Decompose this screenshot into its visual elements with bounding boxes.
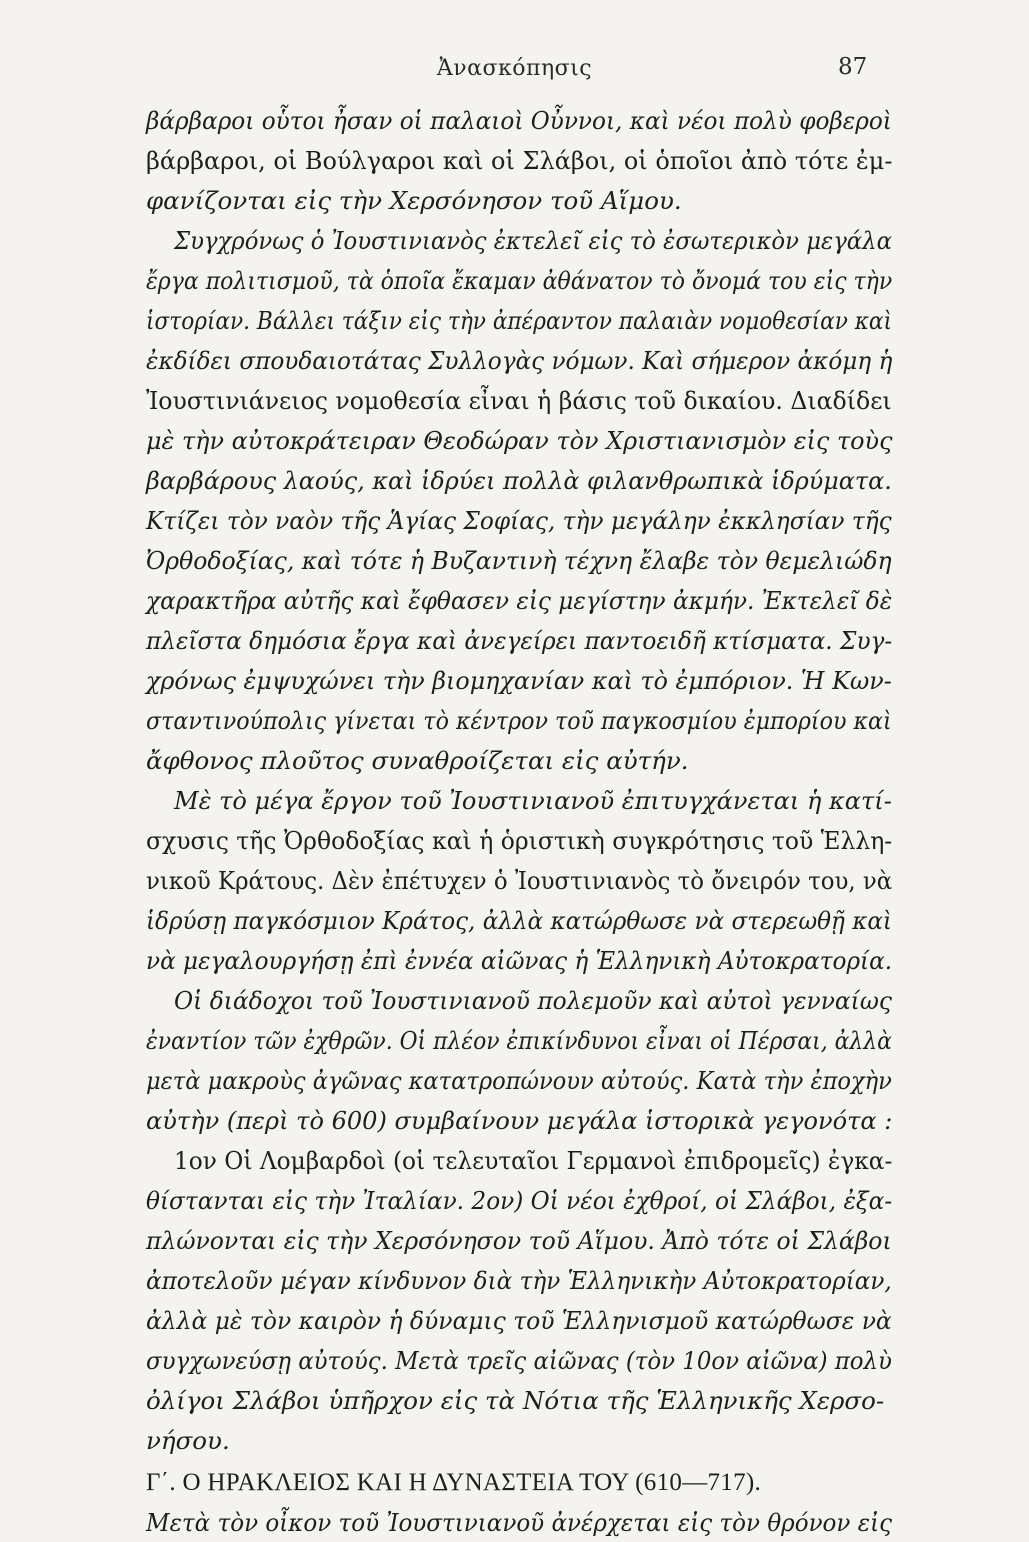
text-line: ἄφθονος πλοῦτος συναθροίζεται εἰς αὐτήν. — [146, 746, 689, 775]
text-line: μετὰ μακροὺς ἀγῶνας κατατροπώνουν αὐτούς. Κατὰ τὴν ἐποχὴν — [146, 1066, 892, 1095]
text-line: Οἱ διάδοχοι τοῦ Ἰουστινιανοῦ πολεμοῦν καὶ αὐτοὶ γενναίως — [174, 986, 892, 1015]
text-line: ἀλλὰ μὲ τὸν καιρὸν ἡ δύναμις τοῦ Ἑλληνισμοῦ κατώρθωσε νὰ — [146, 1306, 892, 1335]
text-line: βαρβάρους λαούς, καὶ ἱδρύει πολλὰ φιλανθρωπικὰ ἱδρύματα. — [146, 466, 892, 495]
text-line: ἱστορίαν. Βάλλει τάξιν εἰς τὴν ἀπέραντον παλαιὰν νομοθεσίαν καὶ — [146, 306, 892, 335]
text-line: σταντινούπολις γίνεται τὸ κέντρον τοῦ παγκοσμίου ἐμπορίου καὶ — [146, 706, 892, 735]
text-line: ἐναντίον τῶν ἐχθρῶν. Οἱ πλέον ἐπικίνδυνοι εἶναι οἱ Πέρσαι, ἀλλὰ — [146, 1026, 892, 1055]
text-line: ἔργα πολιτισμοῦ, τὰ ὁποῖα ἔκαμαν ἀθάνατον τὸ ὄνομά του εἰς τὴν — [146, 266, 893, 295]
text-line: Μετὰ τὸν οἶκον τοῦ Ἰουστινιανοῦ ἀνέρχεται εἰς τὸν θρόνον εἰς — [146, 1508, 893, 1537]
text-line: Συγχρόνως ὁ Ἰουστινιανὸς ἐκτελεῖ εἰς τὸ ἐσωτερικὸν μεγάλα — [174, 226, 892, 255]
text-line: πλεῖστα δημόσια ἔργα καὶ ἀνεγείρει παντοειδῆ κτίσματα. Συγ- — [146, 626, 893, 655]
text-line: Ὀρθοδοξίας, καὶ τότε ἡ Βυζαντινὴ τέχνη ἔλαβε τὸν θεμελιώδη — [146, 546, 892, 575]
text-line: ὀλίγοι Σλάβοι ὑπῆρχον εἰς τὰ Νότια τῆς Ἑλληνικῆς Χερσο- — [146, 1386, 885, 1415]
text-line: χαρακτῆρα αὐτῆς καὶ ἔφθασεν εἰς μεγίστην ἀκμήν. Ἐκτελεῖ δὲ — [146, 586, 893, 615]
text-line: συγχωνεύσῃ αὐτούς. Μετὰ τρεῖς αἰῶνας (τὸν 10ον αἰῶνα) πολὺ — [146, 1346, 892, 1375]
text-line: ἀποτελοῦν μέγαν κίνδυνον διὰ τὴν Ἑλληνικὴν Αὐτοκρατορίαν, — [146, 1266, 892, 1295]
text-line: αὐτὴν (περὶ τὸ 600) συμβαίνουν μεγάλα ἱστορικὰ γεγονότα : — [146, 1106, 893, 1135]
text-line: 1ον Οἱ Λομβαρδοὶ (οἱ τελευταῖοι Γερμανοὶ ἐπιδρομεῖς) ἐγκα- — [174, 1146, 893, 1175]
text-line: πλώνονται εἰς τὴν Χερσόνησον τοῦ Αἵμου. Ἀπὸ τότε οἱ Σλάβοι — [146, 1226, 892, 1255]
text-line: σχυσις τῆς Ὀρθοδοξίας καὶ ἡ ὁριστικὴ συγκρότησις τοῦ Ἑλλη- — [146, 826, 893, 855]
text-line: βάρβαροι, οἱ Βούλγαροι καὶ οἱ Σλάβοι, οἱ ὁποῖοι ἀπὸ τότε ἐμ- — [146, 146, 893, 175]
text-line: νικοῦ Κράτους. Δὲν ἐπέτυχεν ὁ Ἰουστινιανὸς τὸ ὄνειρόν του, νὰ — [146, 866, 893, 895]
text-line: βάρβαροι οὗτοι ἦσαν οἱ παλαιοὶ Οὖννοι, καὶ νέοι πολὺ φοβεροὶ — [146, 106, 892, 135]
section-heading: Γ΄. Ο ΗΡΑΚΛΕΙΟΣ ΚΑΙ Η ΔΥΝΑΣΤΕΙΑ ΤΟΥ (610—717). — [146, 1469, 762, 1496]
running-title: Ἀνασκόπησις — [436, 56, 593, 81]
text-line: ἱδρύσῃ παγκόσμιον Κράτος, ἀλλὰ κατώρθωσε νὰ στερεωθῇ καὶ — [146, 906, 892, 935]
text-line: μὲ τὴν αὐτοκράτειραν Θεοδώραν τὸν Χριστιανισμὸν εἰς τοὺς — [146, 426, 893, 455]
text-line: νήσου. — [146, 1426, 230, 1455]
text-line: ἐκδίδει σπουδαιοτάτας Συλλογὰς νόμων. Καὶ σήμερον ἀκόμη ἡ — [146, 346, 893, 375]
text-line: Μὲ τὸ μέγα ἔργον τοῦ Ἰουστινιανοῦ ἐπιτυγχάνεται ἡ κατί- — [174, 786, 892, 815]
text-line: φανίζονται εἰς τὴν Χερσόνησον τοῦ Αἵμου. — [146, 186, 682, 215]
text-line: νὰ μεγαλουργήσῃ ἐπὶ ἐννέα αἰῶνας ἡ Ἑλληνικὴ Αὐτοκρατορία. — [146, 946, 893, 975]
page-number: 87 — [838, 54, 868, 80]
text-line: Κτίζει τὸν ναὸν τῆς Ἁγίας Σοφίας, τὴν μεγάλην ἐκκλησίαν τῆς — [146, 506, 892, 535]
text-line: χρόνως ἐμψυχώνει τὴν βιομηχανίαν καὶ τὸ ἐμπόριον. Ἡ Κων- — [146, 666, 892, 695]
text-line: θίστανται εἰς τὴν Ἰταλίαν. 2ον) Οἱ νέοι ἐχθροί, οἱ Σλάβοι, ἐξα- — [146, 1186, 893, 1215]
text-line: Ἰουστινιάνειος νομοθεσία εἶναι ἡ βάσις τοῦ δικαίου. Διαδίδει — [146, 386, 892, 415]
